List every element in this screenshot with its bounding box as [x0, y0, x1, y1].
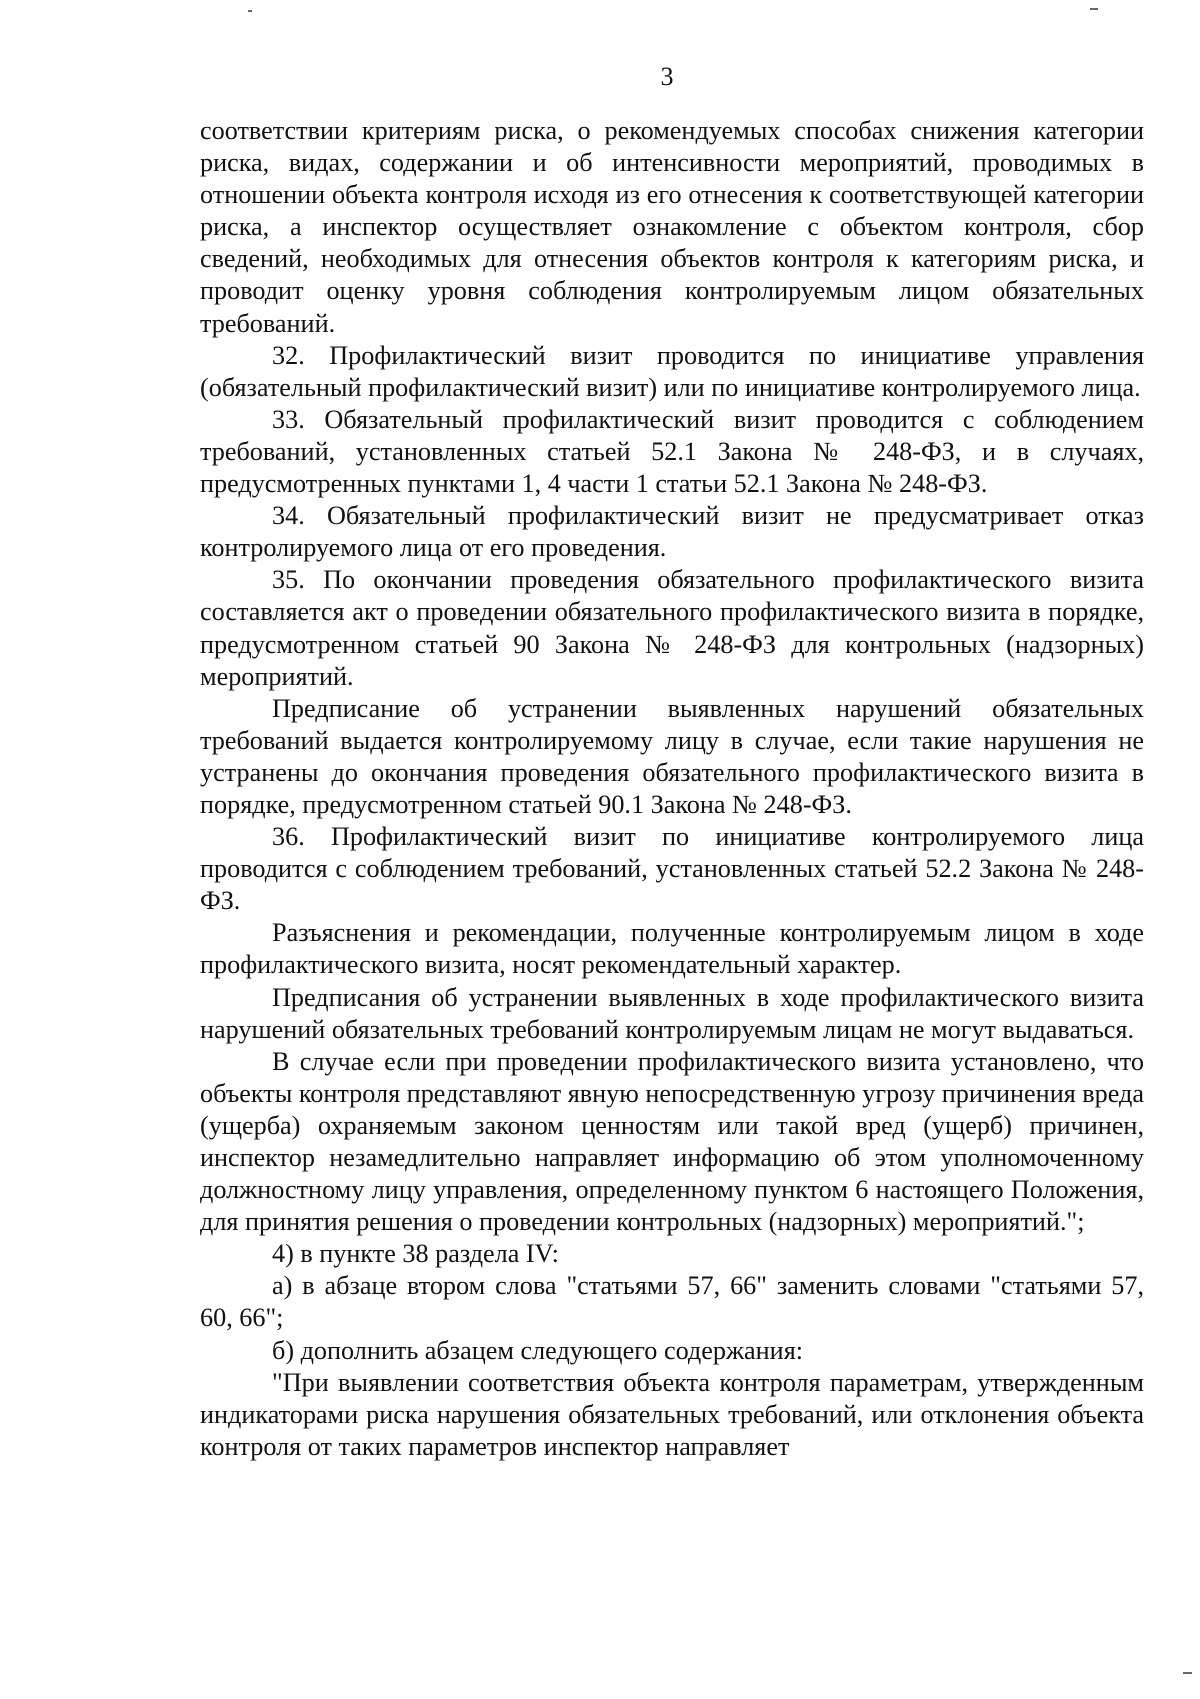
paragraph-14: "При выявлении соответствия объекта контроля параметрам, утвержденным индикаторами риска нарушения обязательных требований, или отклонения объекта контроля от таких параметров инспектор направляет — [200, 1367, 1144, 1461]
paragraph-7: 36. Профилактический визит по инициативе контролируемого лица проводится с соблюдением требований, установленных статьей 52.2 Закона № 248-ФЗ. — [200, 822, 1144, 916]
paragraph-13: б) дополнить абзацем следующего содержания: — [272, 1335, 804, 1365]
paragraph-2: 32. Профилактический визит проводится по инициативе управления (обязательный профилактический визит) или по инициативе контролируемого лица. — [200, 340, 1144, 402]
document-body — [200, 115, 1144, 1463]
paragraph-1: соответствии критериям риска, о рекомендуемых способах снижения категории риска, видах, содержании и об интенсивности мероприятий, проводимых в отношении объекта контроля исходя из его отнесения к соответствующей категории риска, а инспектор осуществляет ознакомление с объектом контроля, сбор сведений, необходимых для отнесения объектов контроля к категориям риска, и проводит оценку уровня соблюдения контролируемым лицом обязательных требований. — [200, 116, 1144, 338]
scan-mark-top-right — [1090, 8, 1098, 10]
paragraph-5: 35. По окончании проведения обязательного профилактического визита составляется акт о проведении обязательного профилактического визита в порядке, предусмотренном статьей 90 Закона № 248-ФЗ для контрольных (надзорных) мероприятий. — [200, 565, 1144, 691]
paragraph-12: а) в абзаце втором слова "статьями 57, 66" заменить словами "статьями 57, 60, 66"; — [200, 1271, 1144, 1333]
paragraph-6: Предписание об устранении выявленных нарушений обязательных требований выдается контролируемому лицу в случае, если такие нарушения не устранены до окончания проведения обязательного профилактического визита в порядке, предусмотренном статьей 90.1 Закона № 248-ФЗ. — [200, 693, 1144, 819]
page-number: 3 — [660, 62, 674, 91]
paragraph-3: 33. Обязательный профилактический визит проводится с соблюдением требований, установленных статьей 52.1 Закона № 248-ФЗ, и в случаях, предусмотренных пунктами 1, 4 части 1 статьи 52.1 Закона № 248-ФЗ. — [200, 404, 1144, 499]
paragraph-9: Предписания об устранении выявленных в ходе профилактического визита нарушений обязательных требований контролируемым лицам не могут выдаваться. — [200, 982, 1144, 1044]
paragraph-8: Разъяснения и рекомендации, полученные контролируемым лицом в ходе профилактического визита, носят рекомендательный характер. — [200, 918, 1144, 980]
paragraph-4: 34. Обязательный профилактический визит не предусматривает отказ контролируемого лица от его проведения. — [200, 501, 1144, 563]
scan-mark-top-left — [248, 10, 252, 12]
scan-mark-bottom-right — [1183, 1672, 1192, 1674]
paragraph-10: В случае если при проведении профилактического визита установлено, что объекты контроля представляют явную непосредственную угрозу причинения вреда (ущерба) охраняемым законом ценностям или такой вред (ущерб) причинен, инспектор незамедлительно направляет информацию об этом уполномоченному должностному лицу управления, определенному пунктом 6 настоящего Положения, для принятия решения о проведении контрольных (надзорных) мероприятий."; — [200, 1046, 1144, 1237]
paragraph-11: 4) в пункте 38 раздела IV: — [272, 1239, 559, 1269]
